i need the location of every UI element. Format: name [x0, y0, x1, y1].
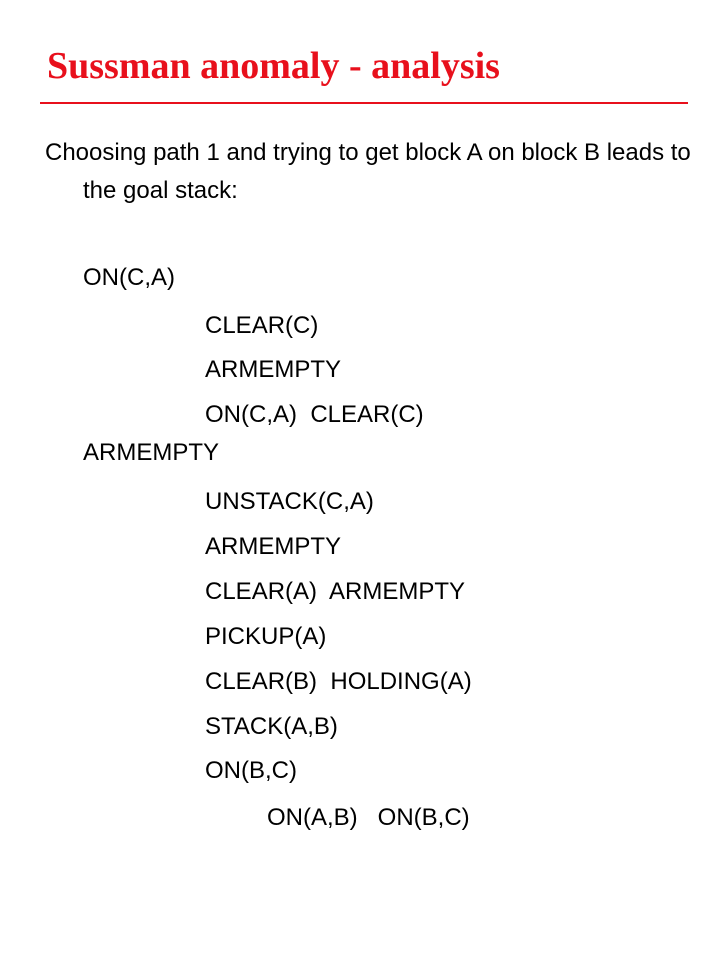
goal-stack-line: CLEAR(C): [205, 312, 319, 339]
goal-stack-line: ON(A,B) ON(B,C): [267, 804, 470, 831]
goal-stack-line: CLEAR(A) ARMEMPTY: [205, 578, 466, 605]
goal-stack-line: ON(C,A): [83, 264, 175, 291]
intro-paragraph: Choosing path 1 and trying to get block A on block B leads to the goal stack:: [45, 139, 691, 204]
slide-title: Sussman anomaly - analysis: [47, 45, 500, 87]
goal-stack-line: PICKUP(A): [205, 623, 327, 650]
goal-stack-line: UNSTACK(C,A): [205, 488, 374, 515]
goal-stack-line: ARMEMPTY: [83, 439, 220, 466]
goal-stack-line: ARMEMPTY: [205, 356, 342, 383]
goal-stack-line: ON(C,A) CLEAR(C): [205, 401, 424, 428]
goal-stack-line: STACK(A,B): [205, 713, 338, 740]
goal-stack-line: ARMEMPTY: [205, 533, 342, 560]
title-divider: [40, 102, 688, 104]
goal-stack-line: ON(B,C): [205, 757, 297, 784]
goal-stack-line: CLEAR(B) HOLDING(A): [205, 668, 472, 695]
